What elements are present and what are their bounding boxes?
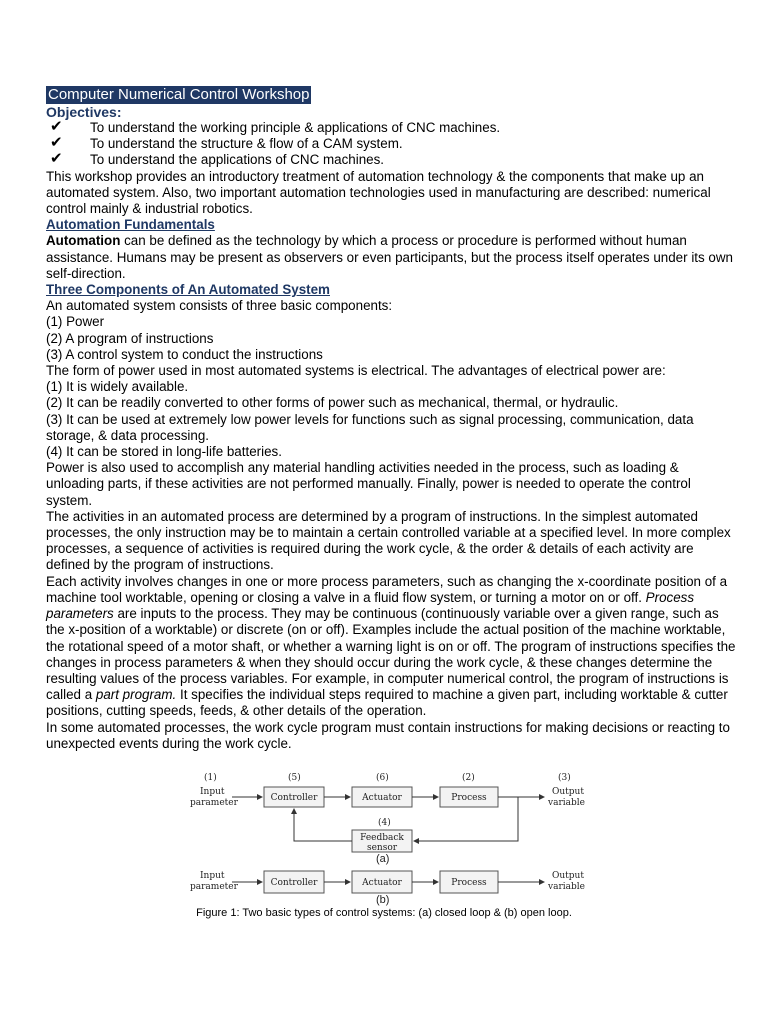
figure-caption: Figure 1: Two basic types of control systems: (a) closed loop & (b) open loop. (196, 907, 572, 919)
document-title: Computer Numerical Control Workshop (48, 86, 310, 103)
controller-label: Controller (270, 793, 318, 803)
output-label: variable (548, 798, 585, 808)
output-label: variable (548, 882, 585, 892)
activities-paragraph: The activities in an automated process are determined by a program of instructions. In the simplest automated processes, the only instruction may be to maintain a certain controlled variable at a specified level. In more complex processes, a sequence of activities is required during the work cycle, & the order & details of each activity are defined by the program of instructions. (46, 508, 731, 573)
power-intro: The form of power used in most automated systems is electrical. The advantages of electrical power are: (46, 363, 666, 379)
advantage-item: (2) It can be readily converted to other forms of power such as mechanical, thermal, or hydraulic. (46, 395, 619, 411)
input-label: Input (200, 787, 225, 797)
feedback-label: sensor (366, 843, 398, 853)
checkmark-icon: ✔ (50, 134, 63, 152)
advantage-item: (4) It can be stored in long-life batteries. (46, 444, 282, 460)
objective-item: ✔ To understand the working principle & applications of CNC machines. (50, 118, 501, 135)
label-a: (a) (376, 853, 390, 865)
feedback-label: Feedback (360, 833, 404, 843)
component-item: (2) A program of instructions (46, 330, 214, 346)
actuator-label: Actuator (362, 878, 402, 888)
label-n1: (1) (204, 773, 217, 783)
actuator-label: Actuator (362, 793, 402, 803)
process-parameters-paragraph: Each activity involves changes in one or more process parameters, such as changing the x-coordinate position of a machine tool worktable, opening or closing a valve in a fluid flow system, or turning a motor on or off. Process parameters are inputs to the process. They may be continuous (continuously variable over a given range, such as the x-position of a worktable) or discrete (on or off). Examples include the actual position of the machine worktable, the rotational speed of a motor shaft, or whether a warning light is on or off. The program of instructions specifies the changes in process parameters & when they should occur during the work cycle, & these changes determine the resulting values of the process variables. For example, in computer numerical control, the program of instructions is called a part program. It specifies the individual steps required to machine a given part, including worktable & cutter positions, cutting speeds, feeds, & other details of the operation. (46, 573, 736, 719)
components-intro: An automated system consists of three basic components: (46, 298, 393, 314)
label-n2: (2) (462, 773, 475, 783)
component-item: (1) Power (46, 314, 105, 330)
objective-item: ✔ To understand the structure & flow of a CAM system. (50, 134, 403, 152)
component-item: (3) A control system to conduct the instructions (46, 346, 323, 362)
intro-paragraph: This workshop provides an introductory treatment of automation technology & the components that make up an automated system. Also, two important automation technologies used in manufacturing are described: numerical control mainly & industrial robotics. (46, 168, 711, 217)
label-n5: (5) (288, 773, 301, 783)
output-label: Output (552, 871, 584, 881)
checkmark-icon: ✔ (50, 118, 63, 135)
advantage-item: (3) It can be used at extremely low power levels for functions such as signal processing, communication, data storage, & data processing. (46, 411, 694, 443)
advantage-item: (1) It is widely available. (46, 379, 189, 395)
label-n3: (3) (558, 773, 571, 783)
power-paragraph: Power is also used to accomplish any material handling activities needed in the process, such as loading & unloading parts, if these activities are not performed manually. Finally, power is needed to operate the control system. (46, 460, 691, 508)
section-heading-three-components: Three Components of An Automated System (46, 282, 330, 298)
controller-label: Controller (270, 878, 318, 888)
process-label: Process (451, 878, 487, 888)
control-systems-diagram (180, 770, 610, 930)
section-heading-automation-fundamentals: Automation Fundamentals (46, 217, 215, 233)
output-label: Output (552, 787, 584, 797)
label-b: (b) (376, 894, 390, 906)
input-label: parameter (190, 798, 238, 808)
checkmark-icon: ✔ (50, 150, 63, 168)
objective-item: ✔ To understand the applications of CNC machines. (50, 150, 385, 168)
label-n4: (4) (378, 818, 391, 828)
automation-definition: Automation can be defined as the technology by which a process or procedure is performed without human assistance. Humans may be present as observers or even participants, but the process itself operates under its own self-direction. (46, 233, 733, 281)
input-label: Input (200, 871, 225, 881)
input-label: parameter (190, 882, 238, 892)
objectives-heading: Objectives: (46, 104, 122, 120)
process-label: Process (451, 793, 487, 803)
document-body (46, 86, 736, 752)
decisions-paragraph: In some automated processes, the work cycle program must contain instructions for making decisions or reacting to unexpected events during the work cycle. (46, 719, 730, 751)
label-n6: (6) (376, 773, 389, 783)
